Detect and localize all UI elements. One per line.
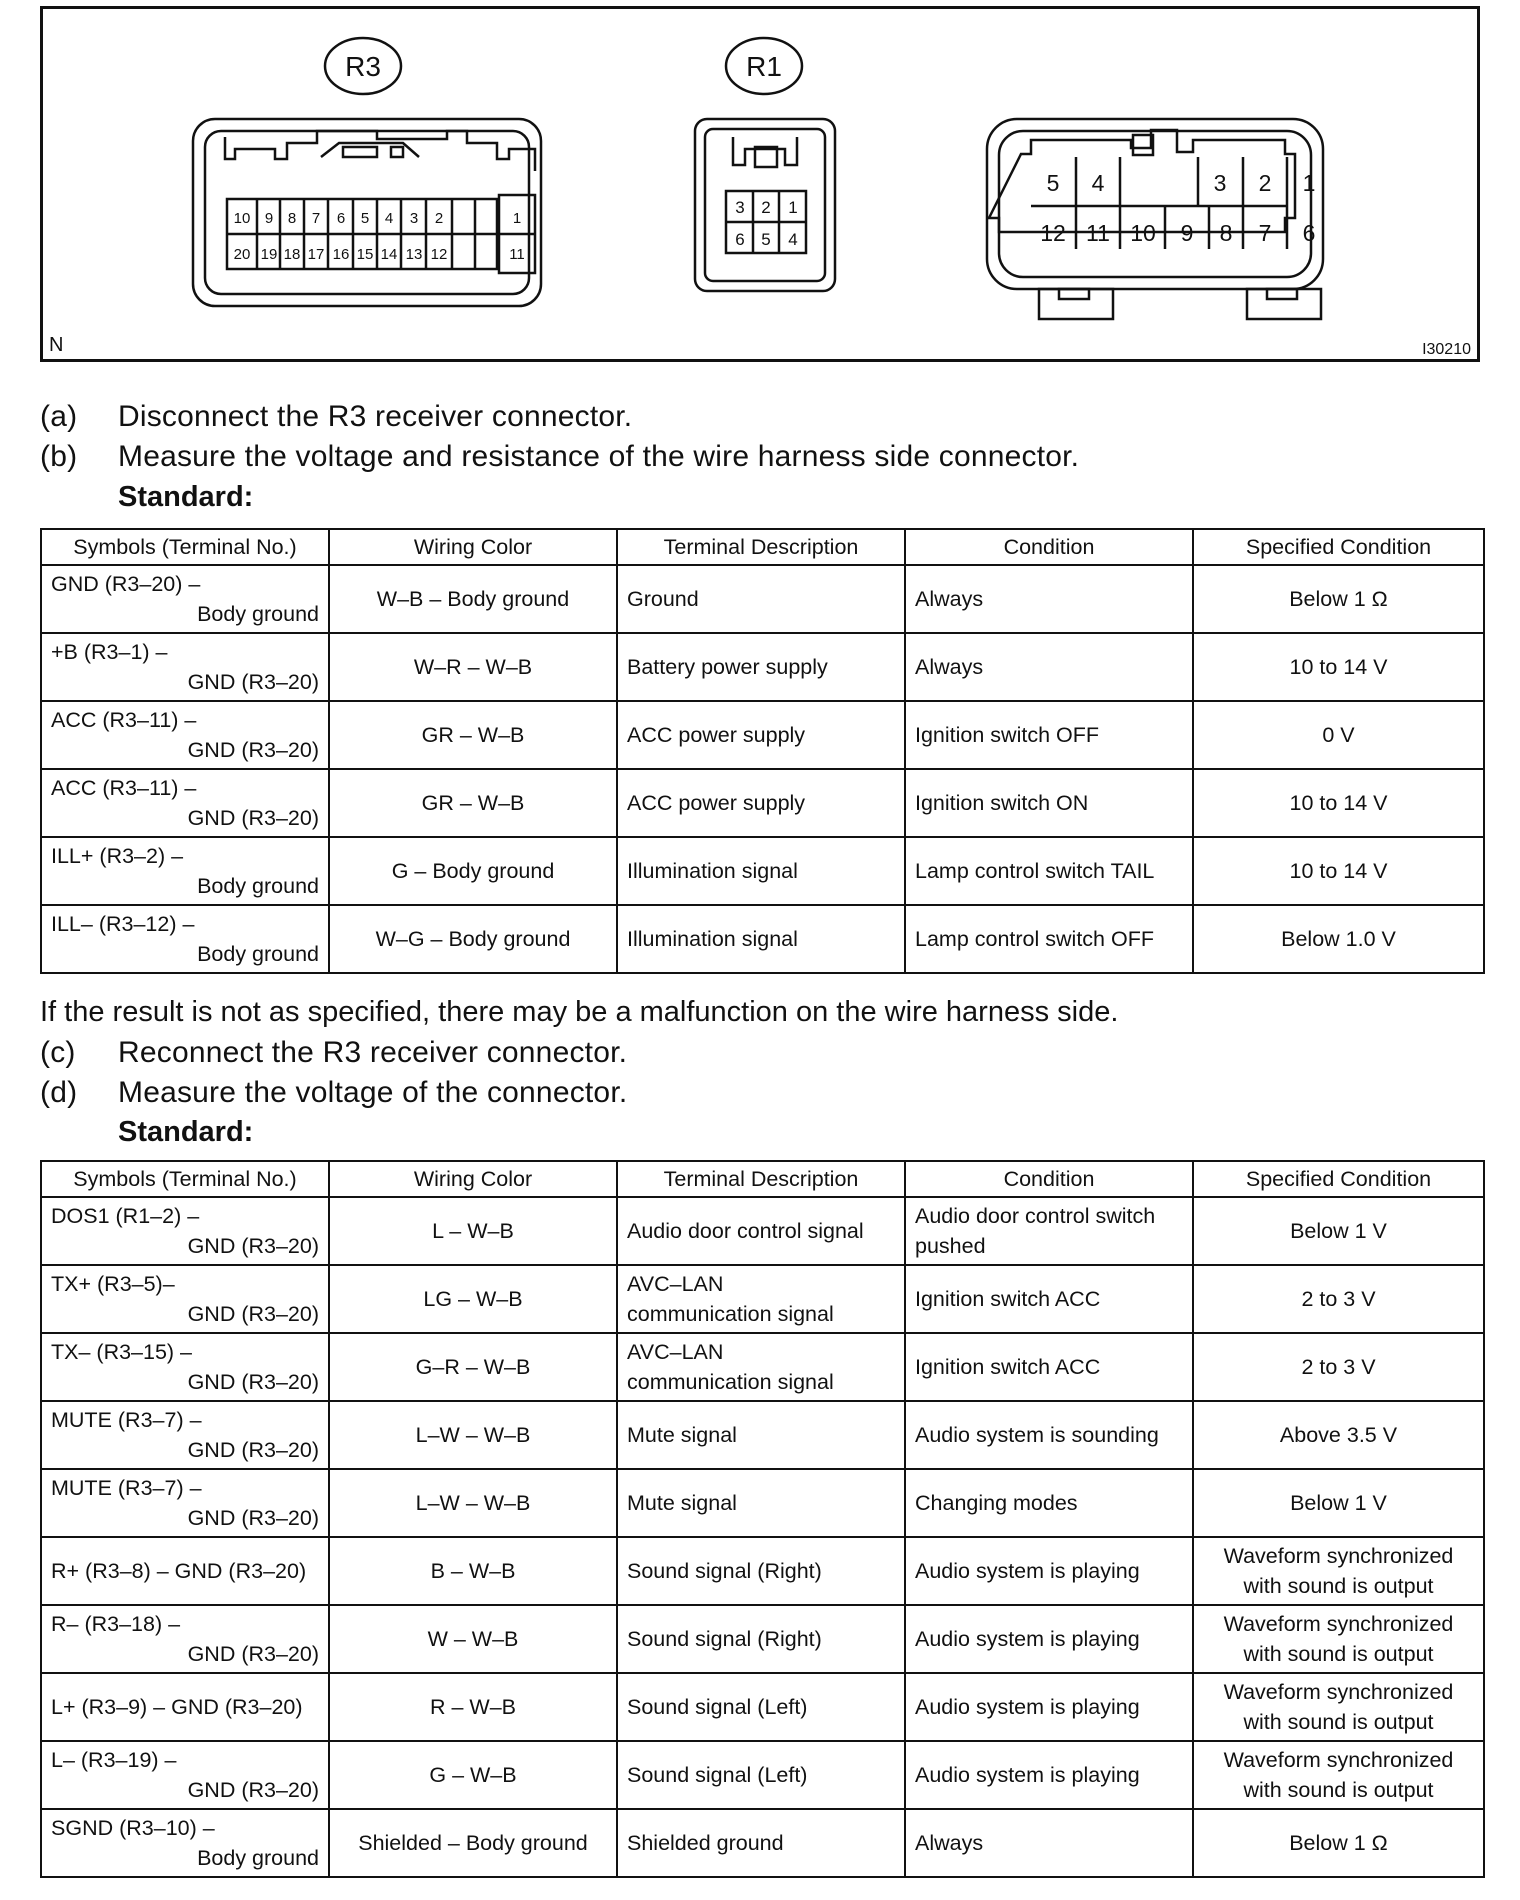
description-line-1: AVC–LAN	[627, 1272, 724, 1296]
wiring-color-cell: R – W–B	[329, 1673, 617, 1741]
condition-cell	[905, 1401, 1193, 1469]
r1-pin-5: 5	[761, 230, 771, 249]
header-symbols: Symbols (Terminal No.)	[41, 1161, 329, 1197]
r3-pin-20: 20	[233, 246, 251, 263]
condition-cell: Always	[905, 565, 1193, 633]
symbol-line-1: DOS1 (R1–2) –	[51, 1204, 200, 1228]
terminal-description-cell	[617, 1605, 905, 1673]
symbol-cell	[41, 769, 329, 837]
r3-pin-10: 10	[233, 210, 251, 227]
symbol-line-1: R+ (R3–8) – GND (R3–20)	[51, 1559, 307, 1583]
wiring-color-cell: G–R – W–B	[329, 1333, 617, 1401]
table-row	[41, 1809, 1484, 1877]
r1-pin-numbers	[735, 198, 797, 249]
connector-drawings	[43, 9, 1477, 359]
c12-pin-11: 11	[1086, 220, 1110, 246]
spec-line-1: Below 1 V	[1290, 1491, 1387, 1515]
r3-pin-6: 6	[336, 210, 346, 227]
wiring-color-cell: G – W–B	[329, 1741, 617, 1809]
specified-condition-cell	[1193, 1469, 1484, 1537]
symbol-line-1: ILL– (R3–12) –	[51, 912, 195, 936]
wiring-color-cell: L – W–B	[329, 1197, 617, 1265]
step-text: Measure the voltage and resistance of the wire harness side connector.	[118, 440, 1080, 473]
condition-cell: Lamp control switch TAIL	[905, 837, 1193, 905]
symbol-line-1: GND (R3–20) –	[51, 572, 201, 596]
r3-pin-1: 1	[512, 210, 522, 227]
r3-pin-16: 16	[332, 246, 350, 263]
step-b	[40, 440, 1079, 474]
symbol-line-1: +B (R3–1) –	[51, 640, 168, 664]
header-specified-condition: Specified Condition	[1193, 529, 1484, 565]
header-wiring-color: Wiring Color	[329, 529, 617, 565]
specified-condition-cell	[1193, 1605, 1484, 1673]
terminal-description-cell	[617, 1741, 905, 1809]
spec-line-2: with sound is output	[1243, 1778, 1434, 1802]
table-row	[41, 837, 1484, 905]
wiring-color-cell: GR – W–B	[329, 769, 617, 837]
header-symbols: Symbols (Terminal No.)	[41, 529, 329, 565]
table-row	[41, 1741, 1484, 1809]
c12-pin-3: 3	[1213, 170, 1227, 196]
r3-pin-7: 7	[311, 210, 321, 227]
condition-cell: Ignition switch OFF	[905, 701, 1193, 769]
symbol-cell	[41, 1605, 329, 1673]
c12-pin-5: 5	[1046, 170, 1060, 196]
step-a	[40, 400, 632, 434]
description-line-1: Sound signal (Left)	[627, 1695, 808, 1719]
symbol-cell	[41, 1197, 329, 1265]
r3-label: R3	[345, 51, 381, 82]
symbol-cell	[41, 1265, 329, 1333]
symbol-line-1: MUTE (R3–7) –	[51, 1408, 202, 1432]
step-letter: (c)	[40, 1036, 76, 1069]
twelve-pin-numbers	[1040, 170, 1315, 246]
wiring-color-cell: W–G – Body ground	[329, 905, 617, 973]
symbol-line-2: GND (R3–20)	[187, 1642, 319, 1666]
symbol-cell	[41, 1673, 329, 1741]
specified-condition-cell: Below 1.0 V	[1193, 905, 1484, 973]
symbol-line-1: MUTE (R3–7) –	[51, 1476, 202, 1500]
condition-cell	[905, 1809, 1193, 1877]
r3-pin-13: 13	[405, 246, 423, 263]
r3-pin-5: 5	[360, 210, 370, 227]
c12-pin-2: 2	[1258, 170, 1272, 196]
table-header-row	[41, 529, 1484, 565]
c12-pin-4: 4	[1091, 170, 1105, 196]
symbol-line-1: ACC (R3–11) –	[51, 708, 197, 732]
table-row	[41, 1469, 1484, 1537]
specified-condition-cell	[1193, 1537, 1484, 1605]
specified-condition-cell: 10 to 14 V	[1193, 633, 1484, 701]
terminal-description-cell	[617, 1809, 905, 1877]
terminal-description-cell: Ground	[617, 565, 905, 633]
table-row	[41, 1333, 1484, 1401]
r3-pin-18: 18	[283, 246, 301, 263]
condition-line-1: Audio system is playing	[915, 1559, 1140, 1583]
r1-pin-6: 6	[735, 230, 745, 249]
terminal-description-cell: ACC power supply	[617, 769, 905, 837]
terminal-description-cell	[617, 1673, 905, 1741]
condition-cell	[905, 1741, 1193, 1809]
step-letter: (d)	[40, 1076, 78, 1109]
condition-cell	[905, 1673, 1193, 1741]
header-terminal-description: Terminal Description	[617, 529, 905, 565]
specified-condition-cell	[1193, 1673, 1484, 1741]
terminal-description-cell: Illumination signal	[617, 837, 905, 905]
terminal-description-cell	[617, 1401, 905, 1469]
condition-line-1: Audio system is playing	[915, 1627, 1140, 1651]
symbol-line-2: GND (R3–20)	[187, 1234, 319, 1258]
c12-pin-12: 12	[1040, 220, 1066, 246]
terminal-description-cell	[617, 1197, 905, 1265]
terminal-description-cell	[617, 1537, 905, 1605]
table-row	[41, 1265, 1484, 1333]
symbol-cell	[41, 1469, 329, 1537]
step-text: Disconnect the R3 receiver connector.	[118, 400, 633, 433]
specified-condition-cell	[1193, 1265, 1484, 1333]
step-c	[40, 1036, 627, 1070]
header-specified-condition: Specified Condition	[1193, 1161, 1484, 1197]
condition-line-1: Always	[915, 1831, 984, 1855]
specified-condition-cell: 10 to 14 V	[1193, 837, 1484, 905]
condition-line-1: Ignition switch ACC	[915, 1355, 1101, 1379]
description-line-1: Sound signal (Right)	[627, 1627, 822, 1651]
symbol-cell	[41, 701, 329, 769]
table-header-row	[41, 1161, 1484, 1197]
symbol-line-1: ACC (R3–11) –	[51, 776, 197, 800]
r1-pin-4: 4	[788, 230, 798, 249]
terminal-description-cell	[617, 1265, 905, 1333]
symbol-line-2: GND (R3–20)	[187, 670, 319, 694]
r3-pin-14: 14	[380, 246, 398, 263]
c12-pin-7: 7	[1258, 220, 1272, 246]
spec-line-1: Waveform synchronized	[1223, 1680, 1454, 1704]
spec-line-1: 2 to 3 V	[1301, 1355, 1376, 1379]
condition-line-1: Audio system is playing	[915, 1763, 1140, 1787]
description-line-2: communication signal	[627, 1302, 834, 1326]
standard-label-2: Standard:	[118, 1116, 254, 1148]
r3-pin-3: 3	[409, 210, 419, 227]
description-line-1: Sound signal (Right)	[627, 1559, 822, 1583]
r3-pin-12: 12	[430, 246, 448, 263]
condition-cell: Ignition switch ON	[905, 769, 1193, 837]
symbol-line-2: GND (R3–20)	[187, 1778, 319, 1802]
table-row	[41, 1605, 1484, 1673]
condition-cell	[905, 1469, 1193, 1537]
condition-cell	[905, 1537, 1193, 1605]
symbol-line-2: GND (R3–20)	[187, 1438, 319, 1462]
condition-cell	[905, 1265, 1193, 1333]
spec-line-2: with sound is output	[1243, 1574, 1434, 1598]
condition-cell	[905, 1197, 1193, 1265]
condition-line-1: Audio system is playing	[915, 1695, 1140, 1719]
wiring-color-cell: L–W – W–B	[329, 1401, 617, 1469]
condition-line-1: Ignition switch ACC	[915, 1287, 1101, 1311]
terminal-description-cell	[617, 1333, 905, 1401]
r1-pin-2: 2	[761, 198, 771, 217]
symbol-line-1: L– (R3–19) –	[51, 1748, 177, 1772]
r3-pin-17: 17	[307, 246, 325, 263]
symbol-cell	[41, 565, 329, 633]
r3-pin-2: 2	[434, 210, 444, 227]
figure-id: I30210	[1422, 341, 1471, 358]
c12-pin-8: 8	[1219, 220, 1233, 246]
c12-pin-1: 1	[1302, 170, 1316, 196]
wiring-color-cell: GR – W–B	[329, 701, 617, 769]
c12-pin-6: 6	[1302, 220, 1316, 246]
spec-line-1: Waveform synchronized	[1223, 1612, 1454, 1636]
table-row	[41, 1401, 1484, 1469]
symbol-line-2: GND (R3–20)	[187, 1370, 319, 1394]
symbol-line-1: SGND (R3–10) –	[51, 1816, 215, 1840]
r3-pin-4: 4	[384, 210, 394, 227]
result-note: If the result is not as specified, there may be a malfunction on the wire harness side.	[40, 996, 1119, 1028]
table-row	[41, 701, 1484, 769]
terminal-description-cell: ACC power supply	[617, 701, 905, 769]
symbol-cell	[41, 1809, 329, 1877]
c12-pin-9: 9	[1180, 220, 1194, 246]
symbol-line-2: GND (R3–20)	[187, 1506, 319, 1530]
spec-table-1	[40, 528, 1485, 974]
symbol-line-2: Body ground	[197, 1846, 319, 1870]
specified-condition-cell	[1193, 1401, 1484, 1469]
wiring-color-cell: W–R – W–B	[329, 633, 617, 701]
wiring-color-cell: W–B – Body ground	[329, 565, 617, 633]
step-d	[40, 1076, 627, 1110]
specified-condition-cell	[1193, 1333, 1484, 1401]
specified-condition-cell	[1193, 1197, 1484, 1265]
table-row	[41, 1197, 1484, 1265]
standard-label-1: Standard:	[118, 481, 254, 513]
spec-line-1: Below 1 Ω	[1289, 1831, 1388, 1855]
table-row	[41, 769, 1484, 837]
r3-pin-9: 9	[264, 210, 274, 227]
symbol-cell	[41, 1537, 329, 1605]
description-line-1: Shielded ground	[627, 1831, 784, 1855]
wiring-color-cell: G – Body ground	[329, 837, 617, 905]
symbol-line-1: TX– (R3–15) –	[51, 1340, 193, 1364]
symbol-line-1: TX+ (R3–5)–	[51, 1272, 175, 1296]
condition-cell	[905, 1333, 1193, 1401]
symbol-line-1: R– (R3–18) –	[51, 1612, 181, 1636]
connector-diagram	[40, 6, 1480, 362]
step-text: Measure the voltage of the connector.	[118, 1076, 628, 1109]
r3-pin-11: 11	[509, 246, 525, 263]
header-condition: Condition	[905, 1161, 1193, 1197]
wiring-color-cell: LG – W–B	[329, 1265, 617, 1333]
spec-line-1: Waveform synchronized	[1223, 1544, 1454, 1568]
wiring-color-cell: B – W–B	[329, 1537, 617, 1605]
condition-line-1: Changing modes	[915, 1491, 1078, 1515]
step-letter: (a)	[40, 400, 78, 433]
symbol-line-2: GND (R3–20)	[187, 806, 319, 830]
specified-condition-cell: Below 1 Ω	[1193, 565, 1484, 633]
symbol-line-1: L+ (R3–9) – GND (R3–20)	[51, 1695, 303, 1719]
wiring-color-cell: L–W – W–B	[329, 1469, 617, 1537]
description-line-1: AVC–LAN	[627, 1340, 724, 1364]
r1-label: R1	[746, 51, 782, 82]
c12-pin-10: 10	[1130, 220, 1156, 246]
r3-pin-8: 8	[287, 210, 297, 227]
spec-line-1: Waveform synchronized	[1223, 1748, 1454, 1772]
symbol-cell	[41, 633, 329, 701]
terminal-description-cell	[617, 1469, 905, 1537]
spec-line-1: 2 to 3 V	[1301, 1287, 1376, 1311]
spec-line-1: Above 3.5 V	[1279, 1423, 1398, 1447]
specified-condition-cell: 10 to 14 V	[1193, 769, 1484, 837]
header-wiring-color: Wiring Color	[329, 1161, 617, 1197]
table-row	[41, 1537, 1484, 1605]
description-line-2: communication signal	[627, 1370, 834, 1394]
terminal-description-cell: Illumination signal	[617, 905, 905, 973]
symbol-line-2: Body ground	[197, 874, 319, 898]
description-line-1: Audio door control signal	[627, 1219, 864, 1243]
r3-pin-numbers	[234, 210, 525, 263]
table-row	[41, 565, 1484, 633]
twelve-pin-connector-body	[987, 119, 1323, 319]
specified-condition-cell	[1193, 1809, 1484, 1877]
spec-line-1: Below 1 V	[1290, 1219, 1387, 1243]
symbol-cell	[41, 1333, 329, 1401]
symbol-line-2: GND (R3–20)	[187, 1302, 319, 1326]
table-row	[41, 633, 1484, 701]
condition-cell	[905, 1605, 1193, 1673]
condition-cell: Always	[905, 633, 1193, 701]
symbol-cell	[41, 905, 329, 973]
symbol-cell	[41, 837, 329, 905]
symbol-line-2: GND (R3–20)	[187, 738, 319, 762]
header-condition: Condition	[905, 529, 1193, 565]
step-letter: (b)	[40, 440, 78, 473]
wiring-color-cell: Shielded – Body ground	[329, 1809, 617, 1877]
symbol-cell	[41, 1401, 329, 1469]
step-text: Reconnect the R3 receiver connector.	[118, 1036, 628, 1069]
r1-pin-3: 3	[735, 198, 745, 217]
symbol-line-2: Body ground	[197, 942, 319, 966]
header-terminal-description: Terminal Description	[617, 1161, 905, 1197]
description-line-1: Sound signal (Left)	[627, 1763, 808, 1787]
symbol-cell	[41, 1741, 329, 1809]
condition-line-1: Audio door control switch	[915, 1204, 1156, 1228]
terminal-description-cell: Battery power supply	[617, 633, 905, 701]
table-row	[41, 1673, 1484, 1741]
specified-condition-cell: 0 V	[1193, 701, 1484, 769]
spec-line-2: with sound is output	[1243, 1642, 1434, 1666]
spec-table-2	[40, 1160, 1485, 1878]
condition-line-1: Audio system is sounding	[915, 1423, 1159, 1447]
r3-pin-15: 15	[356, 246, 374, 263]
r3-pin-19: 19	[260, 246, 278, 263]
symbol-line-1: ILL+ (R3–2) –	[51, 844, 184, 868]
condition-cell: Lamp control switch OFF	[905, 905, 1193, 973]
description-line-1: Mute signal	[627, 1423, 737, 1447]
description-line-1: Mute signal	[627, 1491, 737, 1515]
symbol-line-2: Body ground	[197, 602, 319, 626]
condition-line-2: pushed	[915, 1234, 986, 1258]
table-row	[41, 905, 1484, 973]
specified-condition-cell	[1193, 1741, 1484, 1809]
wiring-color-cell: W – W–B	[329, 1605, 617, 1673]
spec-line-2: with sound is output	[1243, 1710, 1434, 1734]
figure-corner-n: N	[49, 334, 64, 356]
r1-pin-1: 1	[788, 198, 798, 217]
